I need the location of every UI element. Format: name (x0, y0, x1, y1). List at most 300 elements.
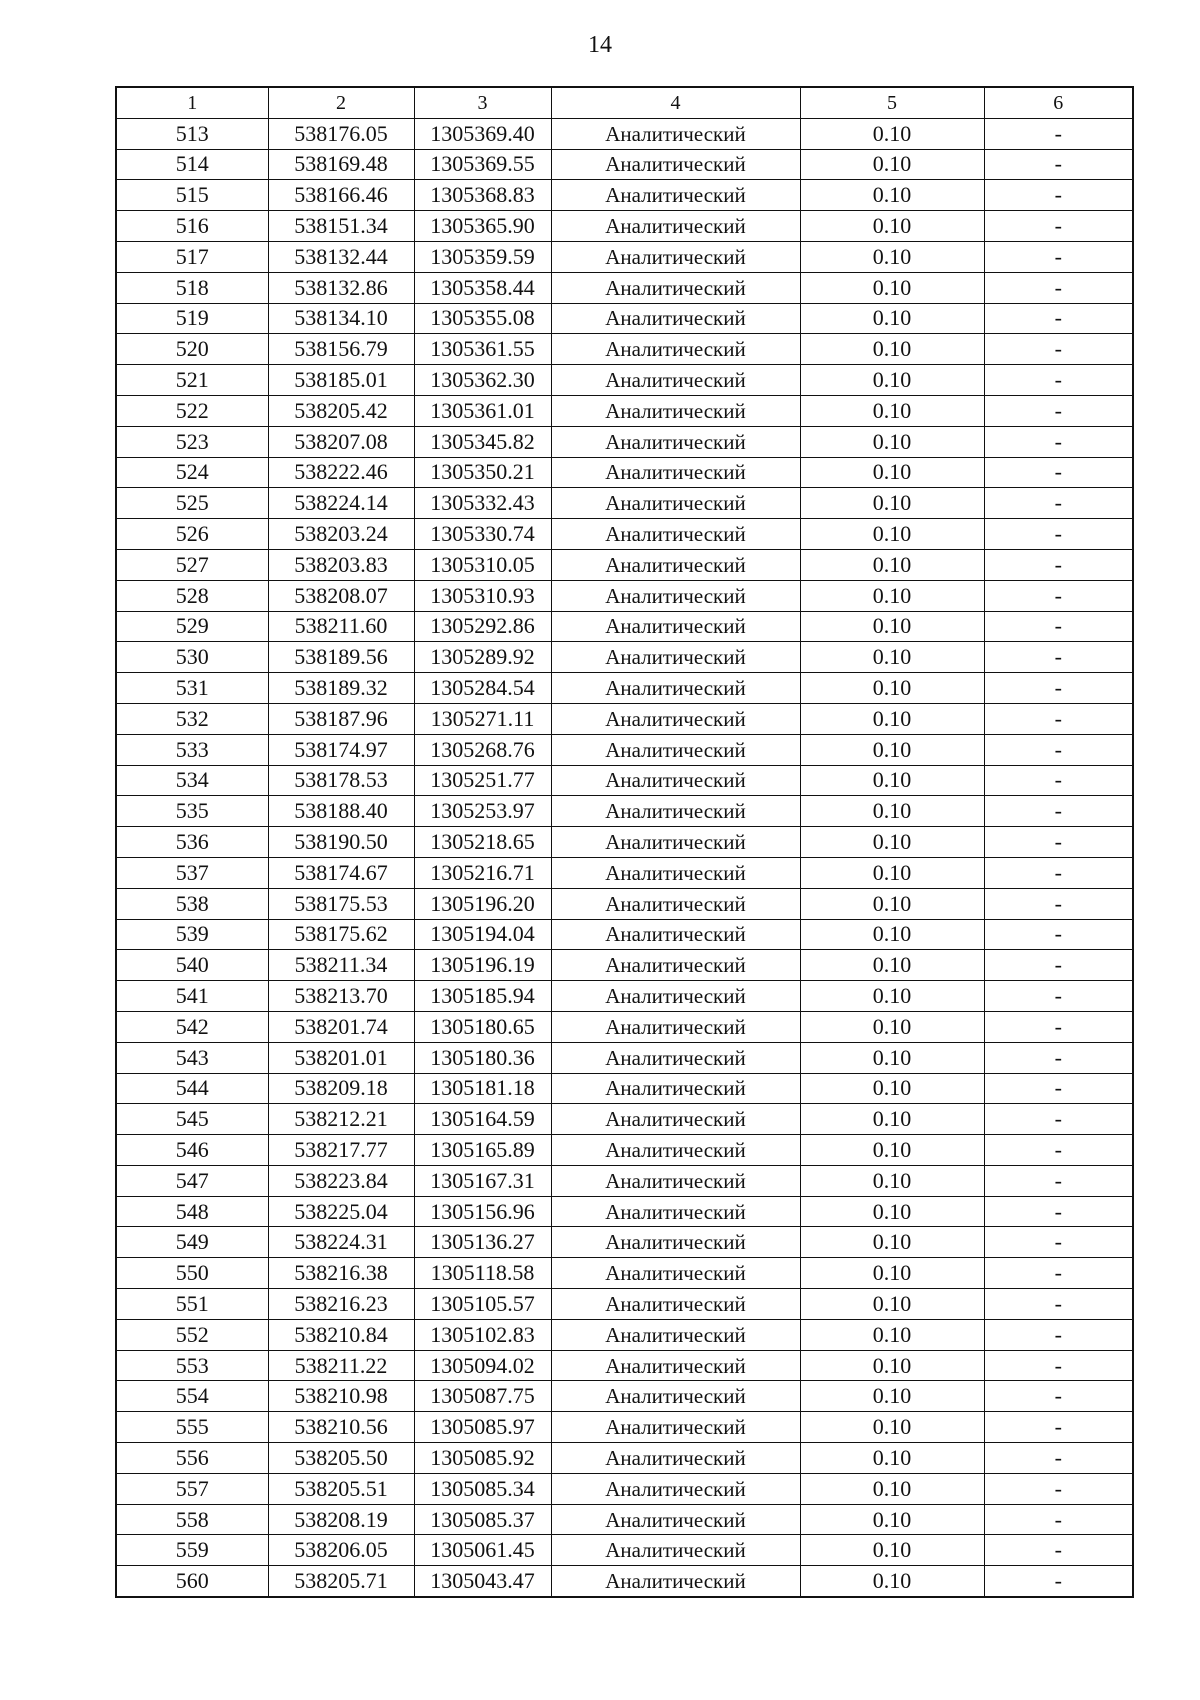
x-coordinate-cell: 538225.04 (268, 1196, 414, 1227)
accuracy-cell: 0.10 (800, 888, 984, 919)
x-coordinate-cell: 538205.51 (268, 1473, 414, 1504)
point-number-cell: 547 (116, 1165, 268, 1196)
table-row (116, 1350, 1133, 1381)
y-coordinate-cell: 1305251.77 (414, 765, 551, 796)
accuracy-cell: 0.10 (800, 1473, 984, 1504)
description-cell: - (984, 149, 1133, 180)
point-number-cell: 557 (116, 1473, 268, 1504)
accuracy-cell: 0.10 (800, 303, 984, 334)
description-cell: - (984, 703, 1133, 734)
accuracy-cell: 0.10 (800, 1042, 984, 1073)
description-cell: - (984, 1412, 1133, 1443)
table-row (116, 734, 1133, 765)
x-coordinate-cell: 538208.07 (268, 580, 414, 611)
accuracy-cell: 0.10 (800, 1412, 984, 1443)
accuracy-cell: 0.10 (800, 1165, 984, 1196)
x-coordinate-cell: 538211.22 (268, 1350, 414, 1381)
y-coordinate-cell: 1305216.71 (414, 857, 551, 888)
method-cell: Аналитический (551, 1042, 800, 1073)
x-coordinate-cell: 538156.79 (268, 334, 414, 365)
x-coordinate-cell: 538205.71 (268, 1566, 414, 1597)
point-number-cell: 551 (116, 1289, 268, 1320)
point-number-cell: 534 (116, 765, 268, 796)
x-coordinate-cell: 538190.50 (268, 827, 414, 858)
table-row (116, 1227, 1133, 1258)
accuracy-cell: 0.10 (800, 1535, 984, 1566)
y-coordinate-cell: 1305167.31 (414, 1165, 551, 1196)
x-coordinate-cell: 538201.01 (268, 1042, 414, 1073)
method-cell: Аналитический (551, 149, 800, 180)
table-row (116, 457, 1133, 488)
x-coordinate-cell: 538201.74 (268, 1011, 414, 1042)
x-coordinate-cell: 538205.50 (268, 1443, 414, 1474)
method-cell: Аналитический (551, 888, 800, 919)
description-cell: - (984, 919, 1133, 950)
y-coordinate-cell: 1305361.55 (414, 334, 551, 365)
method-cell: Аналитический (551, 272, 800, 303)
table-row (116, 211, 1133, 242)
table-row (116, 1042, 1133, 1073)
accuracy-cell: 0.10 (800, 365, 984, 396)
point-number-cell: 523 (116, 426, 268, 457)
y-coordinate-cell: 1305196.19 (414, 950, 551, 981)
description-cell: - (984, 611, 1133, 642)
method-cell: Аналитический (551, 1504, 800, 1535)
y-coordinate-cell: 1305164.59 (414, 1104, 551, 1135)
accuracy-cell: 0.10 (800, 426, 984, 457)
x-coordinate-cell: 538203.24 (268, 519, 414, 550)
description-cell: - (984, 1381, 1133, 1412)
x-coordinate-cell: 538213.70 (268, 981, 414, 1012)
y-coordinate-cell: 1305196.20 (414, 888, 551, 919)
description-cell: - (984, 426, 1133, 457)
table-row (116, 426, 1133, 457)
table-row (116, 488, 1133, 519)
method-cell: Аналитический (551, 1258, 800, 1289)
description-cell: - (984, 488, 1133, 519)
table-body (116, 118, 1133, 1597)
column-header-2: 2 (268, 87, 414, 118)
point-number-cell: 544 (116, 1073, 268, 1104)
table-row (116, 1535, 1133, 1566)
point-number-cell: 527 (116, 549, 268, 580)
accuracy-cell: 0.10 (800, 765, 984, 796)
point-number-cell: 521 (116, 365, 268, 396)
accuracy-cell: 0.10 (800, 919, 984, 950)
header-row (116, 87, 1133, 118)
column-header-6: 6 (984, 87, 1133, 118)
x-coordinate-cell: 538175.53 (268, 888, 414, 919)
point-number-cell: 517 (116, 241, 268, 272)
method-cell: Аналитический (551, 118, 800, 149)
page-number: 14 (588, 32, 612, 58)
method-cell: Аналитический (551, 950, 800, 981)
table-row (116, 827, 1133, 858)
description-cell: - (984, 1443, 1133, 1474)
y-coordinate-cell: 1305362.30 (414, 365, 551, 396)
y-coordinate-cell: 1305102.83 (414, 1319, 551, 1350)
table-row (116, 272, 1133, 303)
accuracy-cell: 0.10 (800, 1011, 984, 1042)
method-cell: Аналитический (551, 1319, 800, 1350)
method-cell: Аналитический (551, 734, 800, 765)
table-row (116, 1258, 1133, 1289)
y-coordinate-cell: 1305310.05 (414, 549, 551, 580)
description-cell: - (984, 673, 1133, 704)
method-cell: Аналитический (551, 919, 800, 950)
accuracy-cell: 0.10 (800, 180, 984, 211)
method-cell: Аналитический (551, 1289, 800, 1320)
x-coordinate-cell: 538211.60 (268, 611, 414, 642)
table-row (116, 1073, 1133, 1104)
table-row (116, 519, 1133, 550)
table-row (116, 888, 1133, 919)
x-coordinate-cell: 538187.96 (268, 703, 414, 734)
table-row (116, 1504, 1133, 1535)
x-coordinate-cell: 538217.77 (268, 1135, 414, 1166)
point-number-cell: 556 (116, 1443, 268, 1474)
point-number-cell: 519 (116, 303, 268, 334)
point-number-cell: 548 (116, 1196, 268, 1227)
column-header-1: 1 (116, 87, 268, 118)
y-coordinate-cell: 1305332.43 (414, 488, 551, 519)
point-number-cell: 532 (116, 703, 268, 734)
method-cell: Аналитический (551, 488, 800, 519)
x-coordinate-cell: 538189.56 (268, 642, 414, 673)
table-row (116, 919, 1133, 950)
method-cell: Аналитический (551, 611, 800, 642)
accuracy-cell: 0.10 (800, 334, 984, 365)
y-coordinate-cell: 1305085.34 (414, 1473, 551, 1504)
method-cell: Аналитический (551, 303, 800, 334)
x-coordinate-cell: 538185.01 (268, 365, 414, 396)
description-cell: - (984, 1319, 1133, 1350)
method-cell: Аналитический (551, 365, 800, 396)
method-cell: Аналитический (551, 1566, 800, 1597)
accuracy-cell: 0.10 (800, 519, 984, 550)
accuracy-cell: 0.10 (800, 981, 984, 1012)
column-header-4: 4 (551, 87, 800, 118)
description-cell: - (984, 457, 1133, 488)
method-cell: Аналитический (551, 334, 800, 365)
description-cell: - (984, 1473, 1133, 1504)
accuracy-cell: 0.10 (800, 457, 984, 488)
description-cell: - (984, 1073, 1133, 1104)
description-cell: - (984, 580, 1133, 611)
x-coordinate-cell: 538174.67 (268, 857, 414, 888)
y-coordinate-cell: 1305085.97 (414, 1412, 551, 1443)
x-coordinate-cell: 538175.62 (268, 919, 414, 950)
description-cell: - (984, 303, 1133, 334)
table-row (116, 241, 1133, 272)
accuracy-cell: 0.10 (800, 272, 984, 303)
y-coordinate-cell: 1305253.97 (414, 796, 551, 827)
description-cell: - (984, 365, 1133, 396)
description-cell: - (984, 118, 1133, 149)
description-cell: - (984, 1104, 1133, 1135)
point-number-cell: 536 (116, 827, 268, 858)
description-cell: - (984, 1566, 1133, 1597)
point-number-cell: 526 (116, 519, 268, 550)
table-row (116, 1566, 1133, 1597)
point-number-cell: 525 (116, 488, 268, 519)
table-row (116, 796, 1133, 827)
accuracy-cell: 0.10 (800, 1319, 984, 1350)
x-coordinate-cell: 538210.98 (268, 1381, 414, 1412)
x-coordinate-cell: 538216.38 (268, 1258, 414, 1289)
method-cell: Аналитический (551, 1165, 800, 1196)
table-row (116, 642, 1133, 673)
point-number-cell: 546 (116, 1135, 268, 1166)
point-number-cell: 537 (116, 857, 268, 888)
y-coordinate-cell: 1305181.18 (414, 1073, 551, 1104)
point-number-cell: 549 (116, 1227, 268, 1258)
method-cell: Аналитический (551, 673, 800, 704)
y-coordinate-cell: 1305289.92 (414, 642, 551, 673)
point-number-cell: 539 (116, 919, 268, 950)
table-row (116, 365, 1133, 396)
accuracy-cell: 0.10 (800, 549, 984, 580)
x-coordinate-cell: 538205.42 (268, 395, 414, 426)
method-cell: Аналитический (551, 1381, 800, 1412)
accuracy-cell: 0.10 (800, 580, 984, 611)
method-cell: Аналитический (551, 241, 800, 272)
method-cell: Аналитический (551, 1443, 800, 1474)
x-coordinate-cell: 538209.18 (268, 1073, 414, 1104)
method-cell: Аналитический (551, 857, 800, 888)
table-row (116, 149, 1133, 180)
accuracy-cell: 0.10 (800, 1350, 984, 1381)
y-coordinate-cell: 1305284.54 (414, 673, 551, 704)
method-cell: Аналитический (551, 457, 800, 488)
y-coordinate-cell: 1305094.02 (414, 1350, 551, 1381)
x-coordinate-cell: 538224.14 (268, 488, 414, 519)
table-row (116, 611, 1133, 642)
description-cell: - (984, 211, 1133, 242)
x-coordinate-cell: 538189.32 (268, 673, 414, 704)
point-number-cell: 529 (116, 611, 268, 642)
accuracy-cell: 0.10 (800, 1104, 984, 1135)
y-coordinate-cell: 1305369.40 (414, 118, 551, 149)
y-coordinate-cell: 1305350.21 (414, 457, 551, 488)
accuracy-cell: 0.10 (800, 1073, 984, 1104)
x-coordinate-cell: 538151.34 (268, 211, 414, 242)
description-cell: - (984, 241, 1133, 272)
method-cell: Аналитический (551, 395, 800, 426)
point-number-cell: 520 (116, 334, 268, 365)
description-cell: - (984, 1165, 1133, 1196)
x-coordinate-cell: 538174.97 (268, 734, 414, 765)
method-cell: Аналитический (551, 1535, 800, 1566)
accuracy-cell: 0.10 (800, 642, 984, 673)
point-number-cell: 553 (116, 1350, 268, 1381)
point-number-cell: 533 (116, 734, 268, 765)
table-row (116, 1473, 1133, 1504)
table-row (116, 703, 1133, 734)
accuracy-cell: 0.10 (800, 1227, 984, 1258)
method-cell: Аналитический (551, 211, 800, 242)
accuracy-cell: 0.10 (800, 1258, 984, 1289)
table-row (116, 1289, 1133, 1320)
point-number-cell: 535 (116, 796, 268, 827)
accuracy-cell: 0.10 (800, 1135, 984, 1166)
description-cell: - (984, 1535, 1133, 1566)
description-cell: - (984, 1350, 1133, 1381)
method-cell: Аналитический (551, 827, 800, 858)
y-coordinate-cell: 1305330.74 (414, 519, 551, 550)
accuracy-cell: 0.10 (800, 1196, 984, 1227)
table-row (116, 395, 1133, 426)
description-cell: - (984, 765, 1133, 796)
description-cell: - (984, 549, 1133, 580)
accuracy-cell: 0.10 (800, 703, 984, 734)
point-number-cell: 560 (116, 1566, 268, 1597)
x-coordinate-cell: 538176.05 (268, 118, 414, 149)
y-coordinate-cell: 1305218.65 (414, 827, 551, 858)
method-cell: Аналитический (551, 703, 800, 734)
accuracy-cell: 0.10 (800, 1289, 984, 1320)
description-cell: - (984, 1135, 1133, 1166)
y-coordinate-cell: 1305185.94 (414, 981, 551, 1012)
description-cell: - (984, 642, 1133, 673)
method-cell: Аналитический (551, 1196, 800, 1227)
accuracy-cell: 0.10 (800, 1504, 984, 1535)
description-cell: - (984, 180, 1133, 211)
table-row (116, 1319, 1133, 1350)
accuracy-cell: 0.10 (800, 1443, 984, 1474)
table-row (116, 1104, 1133, 1135)
accuracy-cell: 0.10 (800, 1566, 984, 1597)
point-number-cell: 540 (116, 950, 268, 981)
table-row (116, 1135, 1133, 1166)
point-number-cell: 543 (116, 1042, 268, 1073)
table-row (116, 1443, 1133, 1474)
y-coordinate-cell: 1305359.59 (414, 241, 551, 272)
accuracy-cell: 0.10 (800, 395, 984, 426)
x-coordinate-cell: 538178.53 (268, 765, 414, 796)
y-coordinate-cell: 1305268.76 (414, 734, 551, 765)
column-header-3: 3 (414, 87, 551, 118)
method-cell: Аналитический (551, 1350, 800, 1381)
method-cell: Аналитический (551, 796, 800, 827)
point-number-cell: 558 (116, 1504, 268, 1535)
point-number-cell: 528 (116, 580, 268, 611)
y-coordinate-cell: 1305085.37 (414, 1504, 551, 1535)
y-coordinate-cell: 1305358.44 (414, 272, 551, 303)
method-cell: Аналитический (551, 549, 800, 580)
method-cell: Аналитический (551, 426, 800, 457)
table-row (116, 580, 1133, 611)
table-row (116, 180, 1133, 211)
point-number-cell: 515 (116, 180, 268, 211)
table-row (116, 1412, 1133, 1443)
description-cell: - (984, 1289, 1133, 1320)
point-number-cell: 513 (116, 118, 268, 149)
description-cell: - (984, 272, 1133, 303)
table-header (116, 87, 1133, 118)
x-coordinate-cell: 538188.40 (268, 796, 414, 827)
x-coordinate-cell: 538203.83 (268, 549, 414, 580)
y-coordinate-cell: 1305369.55 (414, 149, 551, 180)
x-coordinate-cell: 538132.86 (268, 272, 414, 303)
y-coordinate-cell: 1305355.08 (414, 303, 551, 334)
point-number-cell: 522 (116, 395, 268, 426)
table-row (116, 981, 1133, 1012)
method-cell: Аналитический (551, 1011, 800, 1042)
x-coordinate-cell: 538207.08 (268, 426, 414, 457)
table-row (116, 1196, 1133, 1227)
point-number-cell: 541 (116, 981, 268, 1012)
x-coordinate-cell: 538206.05 (268, 1535, 414, 1566)
y-coordinate-cell: 1305365.90 (414, 211, 551, 242)
y-coordinate-cell: 1305118.58 (414, 1258, 551, 1289)
y-coordinate-cell: 1305180.65 (414, 1011, 551, 1042)
y-coordinate-cell: 1305156.96 (414, 1196, 551, 1227)
accuracy-cell: 0.10 (800, 1381, 984, 1412)
coordinates-table (115, 86, 1134, 1598)
point-number-cell: 530 (116, 642, 268, 673)
method-cell: Аналитический (551, 519, 800, 550)
table-row (116, 334, 1133, 365)
x-coordinate-cell: 538223.84 (268, 1165, 414, 1196)
column-header-5: 5 (800, 87, 984, 118)
y-coordinate-cell: 1305310.93 (414, 580, 551, 611)
accuracy-cell: 0.10 (800, 118, 984, 149)
description-cell: - (984, 1196, 1133, 1227)
accuracy-cell: 0.10 (800, 950, 984, 981)
description-cell: - (984, 857, 1133, 888)
point-number-cell: 545 (116, 1104, 268, 1135)
description-cell: - (984, 950, 1133, 981)
accuracy-cell: 0.10 (800, 488, 984, 519)
accuracy-cell: 0.10 (800, 611, 984, 642)
point-number-cell: 524 (116, 457, 268, 488)
accuracy-cell: 0.10 (800, 734, 984, 765)
x-coordinate-cell: 538212.21 (268, 1104, 414, 1135)
x-coordinate-cell: 538216.23 (268, 1289, 414, 1320)
y-coordinate-cell: 1305105.57 (414, 1289, 551, 1320)
point-number-cell: 514 (116, 149, 268, 180)
y-coordinate-cell: 1305368.83 (414, 180, 551, 211)
point-number-cell: 550 (116, 1258, 268, 1289)
point-number-cell: 559 (116, 1535, 268, 1566)
y-coordinate-cell: 1305292.86 (414, 611, 551, 642)
point-number-cell: 555 (116, 1412, 268, 1443)
table-row (116, 303, 1133, 334)
description-cell: - (984, 1011, 1133, 1042)
point-number-cell: 531 (116, 673, 268, 704)
y-coordinate-cell: 1305085.92 (414, 1443, 551, 1474)
accuracy-cell: 0.10 (800, 241, 984, 272)
method-cell: Аналитический (551, 1473, 800, 1504)
y-coordinate-cell: 1305061.45 (414, 1535, 551, 1566)
y-coordinate-cell: 1305361.01 (414, 395, 551, 426)
accuracy-cell: 0.10 (800, 673, 984, 704)
accuracy-cell: 0.10 (800, 211, 984, 242)
table-row (116, 118, 1133, 149)
method-cell: Аналитический (551, 1227, 800, 1258)
description-cell: - (984, 519, 1133, 550)
table-row (116, 549, 1133, 580)
table-row (116, 765, 1133, 796)
point-number-cell: 542 (116, 1011, 268, 1042)
x-coordinate-cell: 538134.10 (268, 303, 414, 334)
description-cell: - (984, 1042, 1133, 1073)
table-row (116, 1011, 1133, 1042)
table-row (116, 673, 1133, 704)
point-number-cell: 518 (116, 272, 268, 303)
table-row (116, 950, 1133, 981)
